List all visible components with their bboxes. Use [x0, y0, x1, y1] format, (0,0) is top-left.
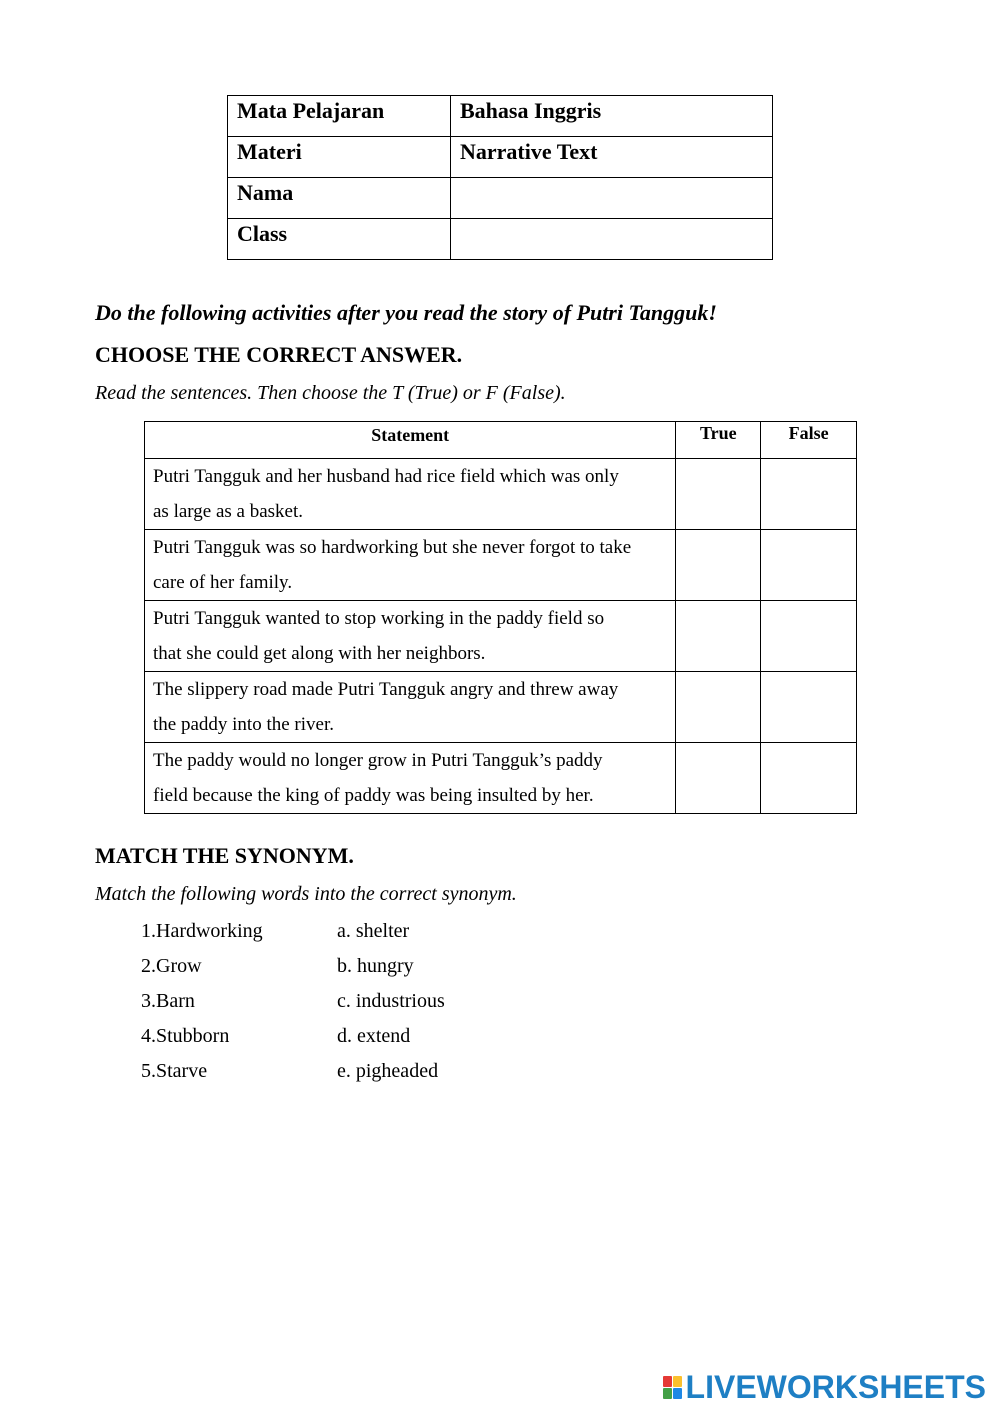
statement-cell: [145, 530, 676, 601]
table-row: [145, 459, 857, 530]
statement-line: The slippery road made Putri Tangguk angry and threw away: [153, 679, 619, 700]
item-word[interactable]: Stubborn: [156, 1025, 230, 1047]
info-label: Mata Pelajaran: [228, 96, 451, 137]
header-true: True: [676, 422, 761, 459]
item-word[interactable]: Hardworking: [156, 920, 263, 942]
class-field[interactable]: [451, 219, 773, 260]
info-row-class: [228, 219, 773, 260]
header-false: False: [761, 422, 857, 459]
info-label: Class: [228, 219, 451, 260]
statement-cell: [145, 601, 676, 672]
true-answer-cell[interactable]: [676, 672, 761, 743]
item-word[interactable]: Grow: [156, 955, 202, 977]
item-word[interactable]: Starve: [156, 1060, 208, 1082]
true-answer-cell[interactable]: [676, 459, 761, 530]
info-value: Narrative Text: [451, 137, 773, 178]
item-synonym[interactable]: d. extend: [337, 1025, 411, 1047]
statement-line: as large as a basket.: [153, 501, 304, 522]
false-answer-cell[interactable]: [761, 743, 857, 814]
list-item: [120, 1058, 537, 1093]
section-heading-synonym: MATCH THE SYNONYM.: [95, 843, 354, 868]
statement-line: Putri Tangguk and her husband had rice field which was only: [153, 466, 619, 487]
statement-cell: [145, 672, 676, 743]
item-synonym[interactable]: e. pigheaded: [337, 1060, 439, 1082]
item-synonym[interactable]: a. shelter: [337, 920, 410, 942]
true-answer-cell[interactable]: [676, 601, 761, 672]
false-answer-cell[interactable]: [761, 601, 857, 672]
statement-line: that she could get along with her neighbors.: [153, 643, 486, 664]
statement-cell: [145, 743, 676, 814]
table-row: [145, 743, 857, 814]
info-row-subject: [228, 96, 773, 137]
info-label: Materi: [228, 137, 451, 178]
item-number: 4.: [141, 1025, 156, 1047]
statement-line: Putri Tangguk was so hardworking but she never forgot to take: [153, 537, 632, 558]
list-item: [120, 918, 537, 953]
intro-instruction: Do the following activities after you read the story of Putri Tangguk!: [95, 300, 717, 325]
info-table: [227, 95, 773, 260]
item-number: 5.: [141, 1060, 156, 1082]
statement-line: field because the king of paddy was being insulted by her.: [153, 785, 594, 806]
true-answer-cell[interactable]: [676, 743, 761, 814]
false-answer-cell[interactable]: [761, 672, 857, 743]
info-label: Nama: [228, 178, 451, 219]
statement-cell: [145, 459, 676, 530]
false-answer-cell[interactable]: [761, 530, 857, 601]
statement-line: Putri Tangguk wanted to stop working in the paddy field so: [153, 608, 605, 629]
list-item: [120, 1023, 537, 1058]
table-row: [145, 530, 857, 601]
statement-line: care of her family.: [153, 572, 293, 593]
synonym-list: [120, 918, 537, 1093]
statement-line: the paddy into the river.: [153, 714, 334, 735]
info-row-name: [228, 178, 773, 219]
item-number: 2.: [141, 955, 156, 977]
true-answer-cell[interactable]: [676, 530, 761, 601]
false-answer-cell[interactable]: [761, 459, 857, 530]
item-number: 1.: [141, 920, 156, 942]
section-instruction-synonym: Match the following words into the correct synonym.: [95, 883, 517, 905]
statement-line: The paddy would no longer grow in Putri Tangguk’s paddy: [153, 750, 603, 771]
table-row: [145, 601, 857, 672]
item-number: 3.: [141, 990, 156, 1012]
info-row-material: [228, 137, 773, 178]
info-value: Bahasa Inggris: [451, 96, 773, 137]
liveworksheets-logo-icon: [663, 1376, 683, 1400]
section-heading-true-false: CHOOSE THE CORRECT ANSWER.: [95, 342, 463, 367]
true-false-table: [144, 421, 857, 814]
section-instruction-true-false: Read the sentences. Then choose the T (True) or F (False).: [95, 382, 566, 404]
header-statement: Statement: [145, 422, 676, 459]
list-item: [120, 953, 537, 988]
name-field[interactable]: [451, 178, 773, 219]
brand-logo: [663, 1369, 986, 1406]
table-header-row: [145, 422, 857, 459]
table-row: [145, 672, 857, 743]
brand-name: LIVEWORKSHEETS: [685, 1369, 986, 1405]
list-item: [120, 988, 537, 1023]
item-synonym[interactable]: b. hungry: [337, 955, 414, 977]
item-word[interactable]: Barn: [156, 990, 195, 1012]
item-synonym[interactable]: c. industrious: [337, 990, 445, 1012]
